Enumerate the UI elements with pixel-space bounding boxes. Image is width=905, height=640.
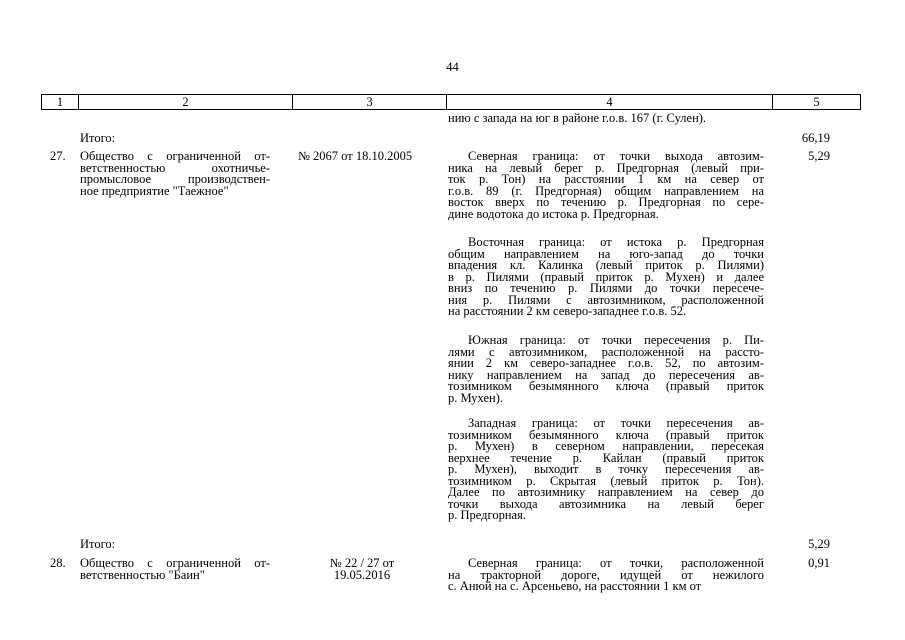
text-line: Далее по автозимнику направлением на север до <box>448 485 764 499</box>
text-line: на расстоянии 2 км северо-западнее г.о.в. 52. <box>448 304 687 318</box>
org-line: промысловое производствен- <box>80 172 270 186</box>
text-line: верхнее течение р. Кайлан (правый приток <box>448 450 764 465</box>
entry-area: 5,29 <box>808 149 830 163</box>
entry-area: 0,91 <box>808 556 830 570</box>
text-line: р. Мухен) в северном направлении, пересекая <box>448 439 764 453</box>
text-line: тозимником безымянного ключа (правый приток <box>448 427 764 442</box>
column-header-3: 3 <box>293 95 447 109</box>
text-line: с. Анюй на с. Арсеньево, на расстоянии 1 км от <box>448 579 702 593</box>
column-header-5: 5 <box>813 95 820 109</box>
text-line: Северная граница: от точки выхода автозим- <box>468 149 764 163</box>
text-line: ток р. Тон) на расстоянии 1 км на север от <box>448 172 764 186</box>
text-line: Северная граница: от точки, расположенной <box>468 556 764 570</box>
org-line: ветственностью "Баин" <box>80 567 205 582</box>
org-line: Общество с ограниченной от- <box>80 556 270 570</box>
table-header-row <box>41 94 861 110</box>
column-header-2: 2 <box>79 95 293 109</box>
document-line: 19.05.2016 <box>333 567 391 582</box>
org-line: ное предприятие "Таежное" <box>80 183 229 198</box>
entry-organization <box>80 151 270 197</box>
boundary-south <box>448 335 764 404</box>
entry-organization <box>80 558 270 581</box>
boundary-west <box>448 418 764 522</box>
text-line: р. Мухен). <box>448 390 504 405</box>
column-header-1: 1 <box>42 95 79 109</box>
total-label: Итого: <box>80 537 116 551</box>
page-number: 44 <box>446 60 459 74</box>
text-line: Западная граница: от точки пересечения ав- <box>468 416 764 430</box>
text-line: дине водотока до истока р. Предгорная. <box>448 206 659 221</box>
total-value: 66,19 <box>801 131 830 145</box>
entry-number: 28. <box>50 556 66 570</box>
document-line: № 22 / 27 от <box>329 556 395 570</box>
text-line: восток вверх по течению р. Предгорная по сере- <box>448 195 764 209</box>
org-line: Общество с ограниченной от- <box>80 149 270 163</box>
text-line: янии 2 км северо-западнее г.о.в. 52, по автозим- <box>448 356 764 370</box>
boundary-north <box>448 151 764 220</box>
text-line: общим направлением на юго-запад до точки <box>448 246 764 261</box>
entry-document: № 2067 от 18.10.2005 <box>298 149 413 163</box>
text-line: впадения кл. Калинка (левый приток р. Пилями) <box>448 258 764 272</box>
text-line: в р. Пилями (правый приток р. Мухен) и далее <box>448 269 764 284</box>
text-line: Южная граница: от точки пересечения р. Пи- <box>468 333 764 347</box>
text-line: г.о.в. 89 (г. Предгорная) общим направлением на <box>448 183 764 198</box>
text-line: нику направлением на запад до пересечения ав- <box>448 367 764 382</box>
text-line: Восточная граница: от истока р. Предгорная <box>468 235 764 249</box>
carry-over-text: нию с запада на юг в районе г.о.в. 167 (г. Сулен). <box>448 111 707 125</box>
total-value: 5,29 <box>808 537 830 551</box>
boundary-north <box>448 558 764 593</box>
text-line: точки выхода автозимника на левый берег <box>448 496 764 511</box>
text-line: на тракторной дороге, идущей от нежилого <box>448 567 764 582</box>
entry-number: 27. <box>50 149 66 163</box>
column-header-4: 4 <box>447 95 773 109</box>
text-line: тозимником безымянного ключа (правый приток <box>448 379 764 393</box>
boundary-east <box>448 237 764 318</box>
total-label: Итого: <box>80 131 116 145</box>
org-line: ветственностью охотничье- <box>80 160 270 175</box>
text-line: лями с автозимником, расположенной на рассто- <box>448 344 764 359</box>
entry-document <box>298 558 426 581</box>
text-line: р. Предгорная. <box>448 508 526 522</box>
text-line: р. Мухен), выходит в точку пересечения ав- <box>448 462 764 476</box>
text-line: ника на левый берег р. Предгорная (левый при- <box>448 160 764 175</box>
text-line: тозимником р. Скрытая (левый приток р. Тон). <box>448 473 764 488</box>
text-line: вниз по течению р. Пилями до точки пересече- <box>448 281 764 295</box>
text-line: ния р. Пилями с автозимником, расположенной <box>448 292 764 307</box>
